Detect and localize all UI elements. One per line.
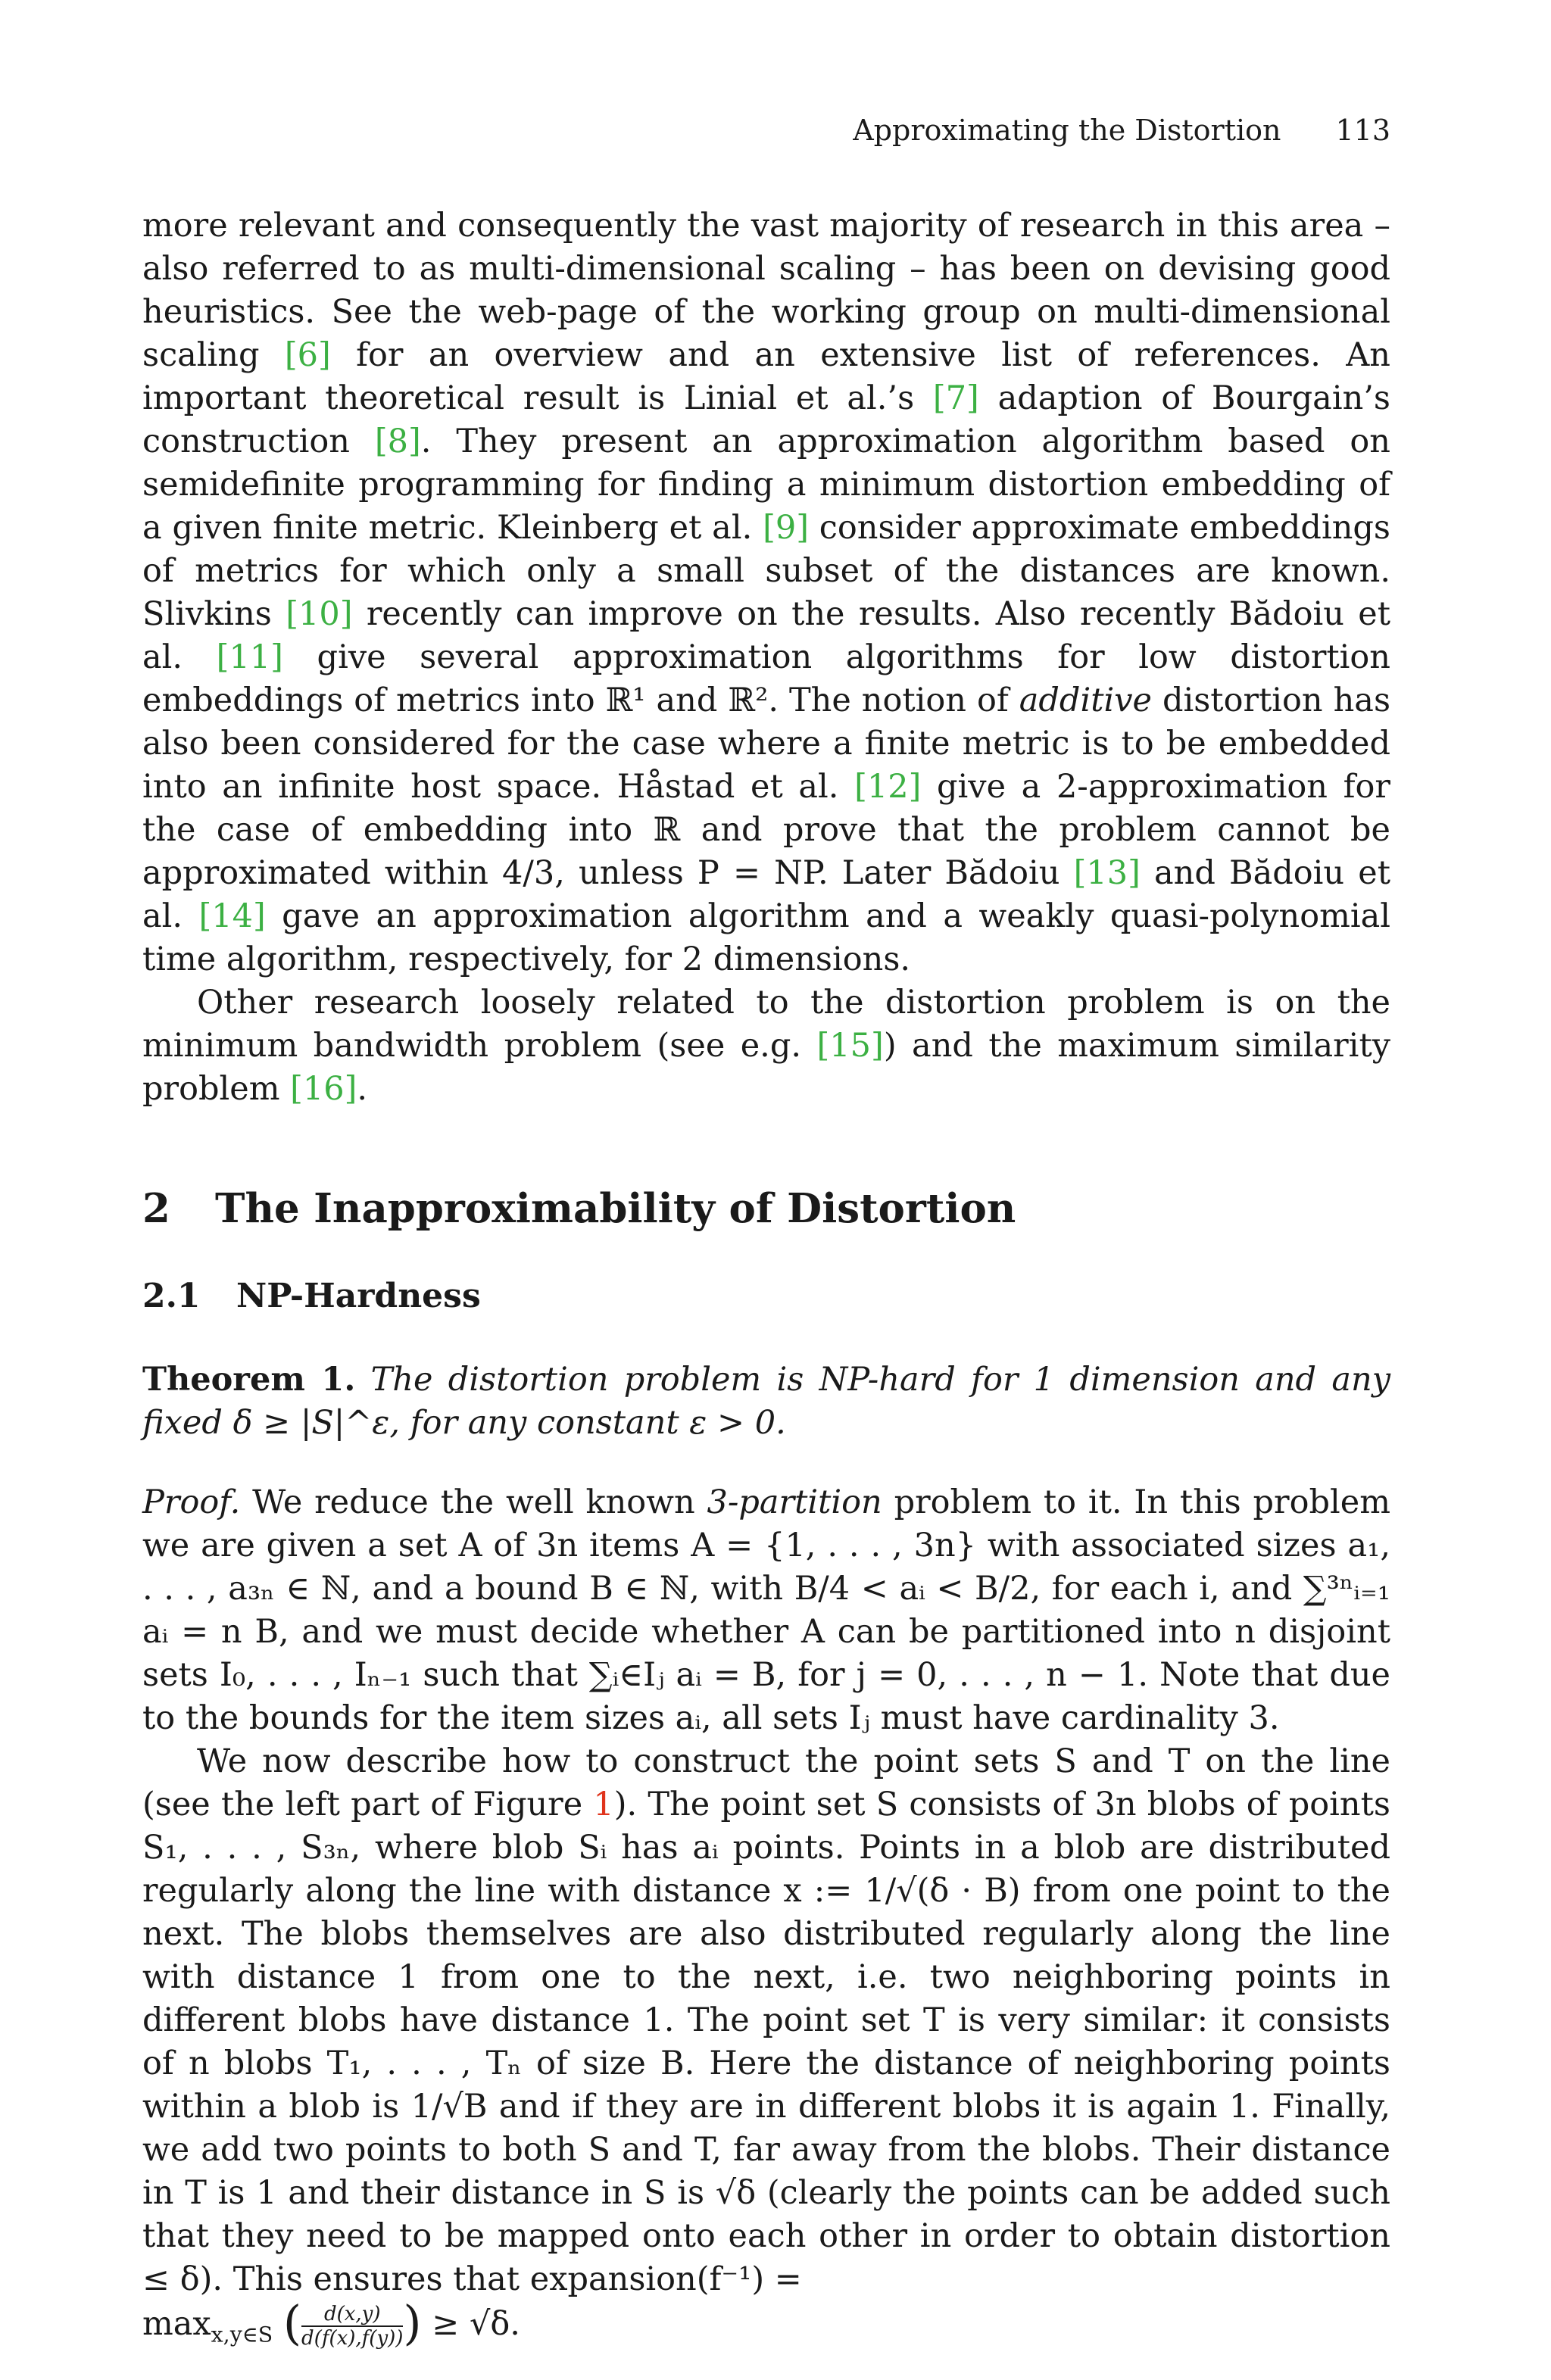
citation-8[interactable]: [8] [374,423,421,460]
page-number: 113 [1335,114,1390,147]
proof-label: Proof. [142,1483,241,1521]
running-header [853,114,1390,147]
figure-reference[interactable]: 1 [593,1786,614,1823]
section-number: 2 [142,1185,170,1232]
paragraph-related-work [142,204,1390,981]
citation-7[interactable]: [7] [932,379,979,417]
theorem-statement: The distortion problem is NP-hard for 1 dimension and any fixed δ ≥ |S|^ε, for any constant ε > 0. [142,1361,1391,1442]
left-paren: ( [282,2295,302,2350]
text-run: We reduce the well known [240,1483,707,1521]
citation-14[interactable]: [14] [198,897,266,935]
distance-fraction [301,2303,403,2350]
text-run: recently can improve on the results. Also recently Bădoiu et al. [142,595,1390,676]
text-run: ) and the maximum similarity problem [142,1027,1391,1108]
theorem-1 [142,1358,1390,1445]
text-run: more relevant and consequently the vast majority of research in this area – also referred to as multi-dimensional scaling – has been on devising good heuristics. See the web-page of the working group on multi-dimensional scaling [142,207,1390,374]
subsection-title: NP-Hardness [236,1277,481,1315]
text-run: distortion has also been considered for the case where a finite metric is to be embedded into an infinite host space. Håstad et al. [142,682,1391,806]
additive-emphasis: additive [1019,682,1152,719]
text-run: give a 2-approximation for the case of embedding into ℝ and prove that the problem cannot be approximated within 4/3, unless P = NP. Later Bădoiu [142,768,1390,892]
citation-13[interactable]: [13] [1073,854,1141,892]
text-run: ). The point set S consists of 3n blobs of points S₁, . . . , S₃ₙ, where blob Sᵢ has aᵢ points. Points in a blob are distributed regularly along the line with distance x := 1/√(δ · B) from one point to the next. The blobs themselves are also distributed regularly along the line with distance 1 from one to the next, i.e. two neighboring points in different blobs have distance 1. The point set T is very similar: it consists of n blobs T₁, . . . , Tₙ of size B. Here the distance of neighboring points within a blob is 1/√B and if they are in different blobs it is again 1. Finally, we add two points to both S and T, far away from the blobs. Their distance in T is 1 and their distance in S is √δ (clearly the points can be added such that they need to be mapped onto each other in order to obtain distortion ≤ δ). This ensures that expansion(f⁻¹) = [142,1786,1390,2298]
formula-tail: ≥ √δ. [421,2305,520,2343]
text-run: for an overview and an extensive list of references. An important theoretical result is Linial et al.’s [142,336,1390,417]
proof-paragraph [142,1481,1390,1740]
citation-6[interactable]: [6] [284,336,331,374]
subsection-number: 2.1 [142,1277,201,1315]
body-text [142,204,1390,2350]
expansion-formula [142,2295,1390,2350]
citation-11[interactable]: [11] [216,638,283,676]
text-run: We now describe how to construct the point sets S and T on the line (see the left part of Figure [142,1742,1390,1823]
text-run: gave an approximation algorithm and a weakly quasi-polynomial time algorithm, respectively, for 2 dimensions. [142,897,1390,978]
subsection-heading [142,1274,1390,1318]
text-run: problem to it. In this problem we are given a set A of 3n items A = {1, . . . , 3n} with associated sizes a₁, . . . , a₃ₙ ∈ ℕ, and a bound B ∈ ℕ, with B/4 < aᵢ < B/2, for each i, and ∑³ⁿᵢ₌₁ aᵢ = n B, and we must decide whether A can be partitioned into n disjoint sets I₀, . . . , Iₙ₋₁ such that ∑ᵢ∈Iⱼ aᵢ = B, for j = 0, . . . , n − 1. Note that due to the bounds for the item sizes aᵢ, all sets Iⱼ must have cardinality 3. [142,1483,1391,1737]
text-run: and Bădoiu et al. [142,854,1390,935]
right-paren: ) [403,2295,422,2350]
running-title: Approximating the Distortion [853,114,1281,147]
text-run: . They present an approximation algorithm based on semidefinite programming for finding a minimum distortion embedding of a given finite metric. Kleinberg et al. [142,423,1390,547]
paragraph-construction [142,1740,1390,2301]
citation-12[interactable]: [12] [854,768,922,806]
text-run: . [357,1070,368,1108]
section-title: The Inapproximability of Distortion [215,1185,1016,1232]
text-run: Other research loosely related to the distortion problem is on the minimum bandwidth problem (see e.g. [142,984,1390,1065]
citation-9[interactable]: [9] [763,509,809,547]
max-subscript: x,y∈S [211,2322,273,2347]
fraction-numerator: d(x,y) [301,2303,403,2327]
citation-10[interactable]: [10] [286,595,353,633]
citation-16[interactable]: [16] [290,1070,357,1108]
theorem-label: Theorem 1. [142,1361,356,1399]
fraction-denominator: d(f(x),f(y)) [301,2327,404,2350]
three-partition-emphasis: 3-partition [707,1483,882,1521]
max-operator: max [142,2305,211,2343]
text-run: give several approximation algorithms for low distortion embeddings of metrics into ℝ¹ and ℝ². The notion of [142,638,1390,719]
citation-15[interactable]: [15] [816,1027,884,1065]
paragraph-other-research [142,981,1390,1111]
section-heading [142,1184,1390,1234]
text-run: adaption of Bourgain’s construction [142,379,1390,460]
text-run: consider approximate embeddings of metrics for which only a small subset of the distances are known. Slivkins [142,509,1390,633]
